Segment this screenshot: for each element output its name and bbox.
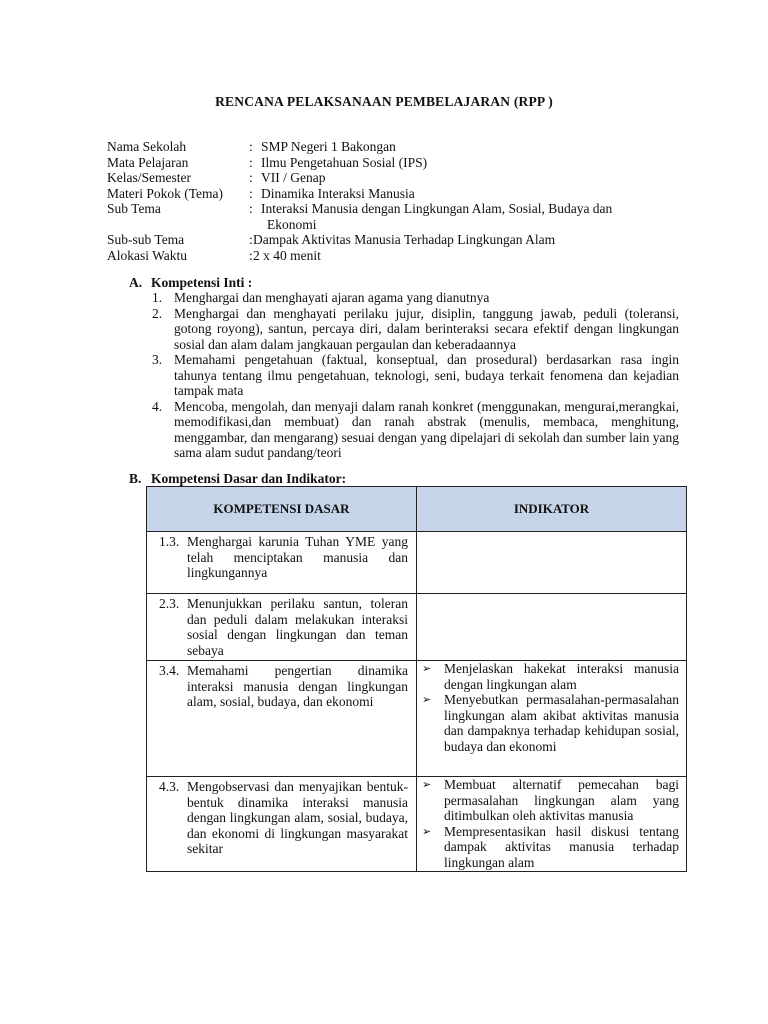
info-label: Mata Pelajaran [107,154,189,170]
table-row [147,661,687,777]
info-value [261,170,679,186]
indikator-text: Membuat alternatif pemecahan bagi permasalahan lingkungan alam yang ditimbulkan oleh aktivitas manusia [444,777,679,823]
indikator-cell [417,661,687,777]
info-value [253,232,679,248]
table-header-row [147,487,687,532]
kd-text: Memahami pengertian dinamika interaksi manusia dengan lingkungan alam, sosial, budaya, dan ekonomi [187,663,408,709]
indikator-cell [417,594,687,661]
kd-text: Menghargai karunia Tuhan YME yang telah menciptakan manusia dan lingkungannya [187,534,408,580]
list-text: Memahami pengetahuan (faktual, konseptual, dan prosedural) berdasarkan rasa ingin tahunya tentang ilmu pengetahuan, teknologi, seni, budaya terkait fenomena dan kejadian tampak mata [174,352,679,398]
table-row [147,777,687,872]
info-value-text: 2 x 40 menit [253,247,321,263]
info-value-continuation: Ekonomi [267,216,317,232]
indikator-cell [417,532,687,594]
arrow-bullet-icon: ➢ [422,662,432,675]
list-item [422,661,679,692]
kd-cell [147,777,417,872]
indikator-text: Menjelaskan hakekat interaksi manusia dengan lingkungan alam [444,661,679,692]
indikator-text: Menyebutkan permasalahan-permasalahan lingkungan alam akibat aktivitas manusia dan dampaknya terhadap kehidupan sosial, budaya dan ekonomi [444,692,679,754]
list-text: Menghargai dan menghayati ajaran agama yang dianutnya [174,290,490,305]
info-row-subject [107,155,679,171]
info-value-text: SMP Negeri 1 Bakongan [261,139,396,154]
indikator-list [417,777,686,870]
list-text: Menghargai dan menghayati perilaku jujur, disiplin, tanggung jawab, peduli (toleransi, gotong royong), santun, percaya diri, dalam berinteraksi secara efektif dengan lingkungan sosial dan alam dalam jangkauan pergaulan dan keberadaannya [174,305,679,352]
list-item [152,290,679,306]
info-label: Alokasi Waktu [107,247,188,263]
section-a-heading [129,275,252,291]
section-letter: A. [129,275,143,290]
indikator-cell [417,777,687,872]
kd-cell [147,661,417,777]
info-label: Materi Pokok (Tema) [107,185,224,201]
info-value-text: VII / Genap [261,170,326,185]
header-kompetensi-dasar: KOMPETENSI DASAR [147,487,417,532]
list-number: 1. [152,290,163,305]
arrow-bullet-icon: ➢ [422,778,432,791]
list-item [152,399,679,461]
info-row-subsubtheme [107,232,679,248]
info-value [261,201,679,232]
list-item [422,777,679,824]
arrow-bullet-icon: ➢ [422,693,432,706]
kd-number: 1.3. [159,534,180,549]
list-text: Mencoba, mengolah, dan menyaji dalam ranah konkret (menggunakan, mengurai,merangkai, memodifikasi,dan membuat) dan ranah abstrak (menulis, membaca, menghitung, menggambar, dan mengarang) sesuai dengan yang dipelajari di sekolah dan sumber lain yang sama alam sudut pandang/teori [174,398,679,460]
info-value-text: Dinamika Interaksi Manusia [261,185,415,201]
kd-text: Menunjukkan perilaku santun, toleran dan peduli dalam melakukan interaksi sosial dengan lingkungan dan teman sebaya [187,596,408,658]
info-value [253,248,679,264]
list-number: 3. [152,352,163,367]
info-value [261,186,679,202]
table-row [147,594,687,661]
info-row-time [107,248,679,264]
indikator-text: Mempresentasikan hasil diskusi tentang dampak aktivitas manusia terhadap lingkungan alam [444,823,679,870]
section-b-heading [129,471,346,487]
list-number: 2. [152,305,163,321]
info-value-text: Dampak Aktivitas Manusia Terhadap Lingkungan Alam [253,232,556,247]
table-row [147,532,687,594]
kd-number: 2.3. [159,596,180,611]
info-value-text: Ilmu Pengetahuan Sosial (IPS) [261,154,428,170]
info-separator: : [249,170,253,185]
competency-table [146,486,687,872]
info-separator-text: : [249,232,253,247]
list-item [422,824,679,871]
info-value [261,139,679,155]
document-title: RENCANA PELAKSANAAN PEMBELAJARAN (RPP ) [215,94,553,109]
info-value-text: Interaksi Manusia dengan Lingkungan Alam, Sosial, Budaya dan [261,201,613,216]
list-number: 4. [152,398,163,414]
indikator-list [417,661,686,754]
kd-text: Mengobservasi dan menyajikan bentuk-bentuk dinamika interaksi manusia dengan lingkungan alam, sosial, budaya, dan ekonomi di lingkungan masyarakat sekitar [187,779,408,856]
section-letter: B. [129,471,142,486]
info-separator: : [249,154,253,170]
info-row-school [107,139,679,155]
arrow-bullet-icon: ➢ [422,824,432,838]
section-title-text: Kompetensi Dasar dan Indikator: [151,471,347,486]
info-label: Nama Sekolah [107,139,187,154]
info-label: Sub Tema [107,201,161,216]
kd-number: 3.4. [159,663,180,678]
kd-cell [147,594,417,661]
kompetensi-inti-list [152,290,679,461]
section-title-text: Kompetensi Inti : [151,275,253,290]
header-indikator: INDIKATOR [417,487,687,532]
info-separator: : [249,247,253,263]
info-value [261,155,679,171]
info-separator: : [249,185,253,201]
info-row-topic [107,186,679,202]
list-item [422,692,679,754]
info-label: Sub-sub Tema [107,232,185,247]
info-row-class [107,170,679,186]
identity-block [107,139,679,263]
info-label: Kelas/Semester [107,170,191,185]
kd-number: 4.3. [159,779,180,794]
list-item [152,306,679,353]
info-row-subtheme [107,201,679,232]
info-separator: : [249,139,253,154]
info-separator: : [249,201,253,216]
kd-cell [147,532,417,594]
list-item [152,352,679,399]
